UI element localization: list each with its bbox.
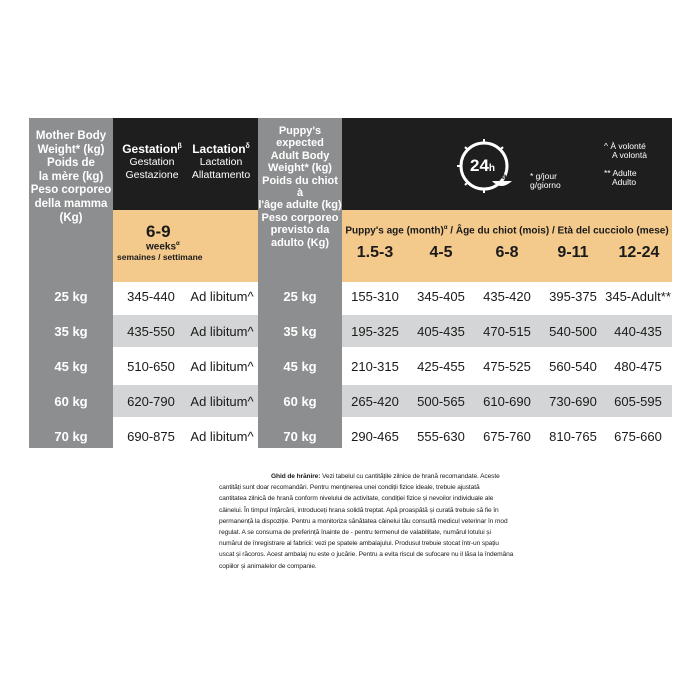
age-value-cell: 395-375 bbox=[549, 288, 597, 304]
age-value-cell: 810-765 bbox=[549, 428, 597, 444]
lactation-cell: Ad libitum^ bbox=[190, 288, 254, 304]
clock-h: h bbox=[488, 163, 496, 174]
age-value-cell: 675-760 bbox=[483, 428, 531, 444]
lactation-sup: δ bbox=[245, 143, 250, 150]
puppy-weight-cell: 25 kg bbox=[283, 288, 317, 304]
lactation-cell: Ad libitum^ bbox=[190, 323, 254, 339]
puppy-weight-header-line: Peso corporeo bbox=[261, 211, 339, 224]
age-band bbox=[342, 210, 672, 282]
age-6-8: 6-8 bbox=[495, 244, 519, 261]
puppy-weight-cell: 45 kg bbox=[283, 358, 317, 374]
lactation-title: Lactation bbox=[192, 142, 246, 156]
gestation-cell: 435-550 bbox=[127, 323, 175, 339]
age-value-cell: 730-690 bbox=[549, 393, 597, 409]
guide-line-text: Vezi tabelul cu cantitățile zilnice de hrană recomandate. Aceste bbox=[322, 473, 500, 480]
gestation-header bbox=[119, 140, 185, 182]
gestation-cell: 620-790 bbox=[127, 393, 175, 409]
gestation-fr: Gestation bbox=[129, 156, 175, 168]
age-value-cell: 500-565 bbox=[417, 393, 465, 409]
age-12-24: 12-24 bbox=[618, 244, 660, 261]
gestation-sup: β bbox=[177, 143, 182, 150]
age-value-cell: 265-420 bbox=[351, 393, 399, 409]
guide-line bbox=[219, 471, 500, 482]
puppy-weight-header-line: previsto da bbox=[270, 224, 330, 237]
age-value-cell: 155-310 bbox=[351, 288, 399, 304]
age-value-cell: 210-315 bbox=[351, 358, 399, 374]
puppy-weight-cell: 60 kg bbox=[283, 393, 317, 409]
lactation-title-line bbox=[185, 140, 257, 156]
mother-weight-cell: 25 kg bbox=[54, 288, 88, 304]
note-b1: ** Adulte bbox=[604, 168, 637, 178]
guide-line: uscat și răcoros. Acest ambalaj nu este o jucărie. Pentru a evita riscul de sufocare nu il lăsa la îndemâna bbox=[219, 551, 514, 559]
weeks-range: 6-9 bbox=[146, 222, 171, 241]
puppy-weight-cell: 35 kg bbox=[283, 323, 317, 339]
age-value-cell: 475-525 bbox=[483, 358, 531, 374]
age-value-cell: 470-515 bbox=[483, 323, 531, 339]
clock-24 bbox=[470, 156, 495, 176]
age-value-cell: 345-Adult** bbox=[605, 288, 671, 304]
puppy-weight-header-line: l'âge adulte (kg) bbox=[258, 199, 342, 212]
age-value-cell: 440-435 bbox=[614, 323, 662, 339]
gestation-lactation-header bbox=[113, 118, 258, 210]
mother-weight-header-line: Poids de bbox=[47, 157, 95, 170]
guide-line: câinelui. În timpul înțărcării, introduceți hrana solidă treptat. Apă proaspătă și curată trebuie să fie în bbox=[219, 506, 499, 514]
lactation-cell: Ad libitum^ bbox=[190, 428, 254, 444]
weeks-sub: semaines / settimane bbox=[117, 252, 203, 262]
guide-line: numărul de înregistrare al fabricii: vezi pe spatele ambalajului. Produsul trebuie stocat într-un spațiu bbox=[219, 540, 499, 548]
age-value-cell: 405-435 bbox=[417, 323, 465, 339]
age-value-cell: 675-660 bbox=[614, 428, 662, 444]
feeding-guide bbox=[219, 471, 514, 572]
guide-title: Ghid de hrănire: bbox=[271, 473, 321, 480]
notes-legend bbox=[604, 142, 647, 187]
age-value-cell: 540-500 bbox=[549, 323, 597, 339]
note-b2: Adulto bbox=[612, 177, 637, 187]
puppy-weight-header-line: Weight* (kg) bbox=[268, 162, 332, 175]
age-4-5: 4-5 bbox=[429, 244, 453, 261]
gestation-cell: 510-650 bbox=[127, 358, 175, 374]
age-title-sup: α bbox=[443, 225, 448, 231]
mother-weight-header-line: Mother Body bbox=[35, 130, 107, 142]
guide-line: cantități sunt doar recomandări. Pentru menținerea unei condiții fizice ideale, trebuie ajustată bbox=[219, 484, 480, 492]
mother-weight-cell: 60 kg bbox=[54, 393, 88, 409]
age-value-cell: 605-595 bbox=[614, 393, 662, 409]
gram-note-fr: * g/jour bbox=[530, 171, 557, 181]
clock-big: 24 bbox=[470, 156, 489, 175]
weeks-label: weeks bbox=[146, 241, 177, 253]
lactation-fr: Lactation bbox=[199, 156, 243, 168]
age-1-5-3: 1.5-3 bbox=[356, 244, 394, 261]
age-header bbox=[342, 118, 672, 210]
guide-line: permanență la dispoziție. Pentru a monitoriza sănătatea câinelui tău consultă medicul veterinar în mod bbox=[219, 517, 508, 525]
clock-gram-tag: gram* bbox=[494, 172, 517, 181]
age-value-cell: 560-540 bbox=[549, 358, 597, 374]
puppy-weight-cell: 70 kg bbox=[283, 428, 317, 444]
age-title-main: Puppy's age (month) bbox=[345, 225, 444, 237]
mother-weight-cell: 45 kg bbox=[54, 358, 88, 374]
lactation-cell: Ad libitum^ bbox=[190, 358, 254, 374]
mother-weight-header-line: della mamma (Kg) bbox=[34, 197, 108, 224]
weeks-band bbox=[113, 210, 258, 282]
mother-weight-header-line: Weight* (kg) bbox=[37, 143, 105, 156]
gram-note-it: g/giorno bbox=[530, 180, 561, 190]
mother-weight-header-line: Peso corporeo bbox=[30, 184, 112, 197]
mother-weight-cell: 35 kg bbox=[54, 323, 88, 339]
puppy-weight-header-line: Adult Body bbox=[270, 149, 330, 162]
note-a2: A volontà bbox=[612, 150, 647, 160]
age-value-cell: 425-455 bbox=[417, 358, 465, 374]
lactation-it: Allattamento bbox=[191, 169, 251, 181]
gestation-title-line bbox=[119, 140, 185, 156]
age-value-cell: 435-420 bbox=[483, 288, 531, 304]
age-value-cell: 610-690 bbox=[483, 393, 531, 409]
gestation-title: Gestation bbox=[122, 142, 178, 156]
age-value-cell: 345-405 bbox=[417, 288, 465, 304]
weeks-label-line bbox=[146, 241, 180, 252]
age-9-11: 9-11 bbox=[557, 244, 589, 261]
puppy-weight-header-line: Poids du chiot à bbox=[262, 174, 338, 200]
age-value-cell: 290-465 bbox=[351, 428, 399, 444]
gestation-it: Gestazione bbox=[125, 169, 179, 181]
lactation-cell: Ad libitum^ bbox=[190, 393, 254, 409]
mother-weight-cell: 70 kg bbox=[54, 428, 88, 444]
age-value-cell: 555-630 bbox=[417, 428, 465, 444]
puppy-weight-header-line: Puppy's expected bbox=[276, 125, 324, 150]
guide-line: regulat. A se consuma de preferință înainte de - pentru termenul de valabilitate, numărul lotului și bbox=[219, 529, 491, 537]
mother-weight-header-line: la mère (kg) bbox=[38, 170, 104, 183]
weeks-sup: α bbox=[176, 241, 180, 247]
age-value-cell: 195-325 bbox=[351, 323, 399, 339]
note-a1: ^ À volonté bbox=[604, 141, 646, 151]
gestation-cell: 345-440 bbox=[127, 288, 175, 304]
puppy-weight-header bbox=[258, 125, 342, 249]
guide-line: copiilor și animalelor de companie. bbox=[219, 562, 317, 570]
age-title bbox=[342, 225, 672, 236]
gram-note bbox=[530, 172, 561, 190]
age-title-rest: / Âge du chiot (mois) / Età del cucciolo (mese) bbox=[447, 225, 669, 237]
age-value-cell: 480-475 bbox=[614, 358, 662, 374]
puppy-weight-header-line: adulto (Kg) bbox=[270, 236, 330, 249]
gestation-cell: 690-875 bbox=[127, 428, 175, 444]
lactation-header bbox=[185, 140, 257, 182]
guide-line: cantitatea zilnică de hrană conform nivelului de activitate, condiției fizice și nevoilor individuale ale bbox=[219, 495, 494, 503]
mother-weight-header bbox=[29, 130, 113, 225]
